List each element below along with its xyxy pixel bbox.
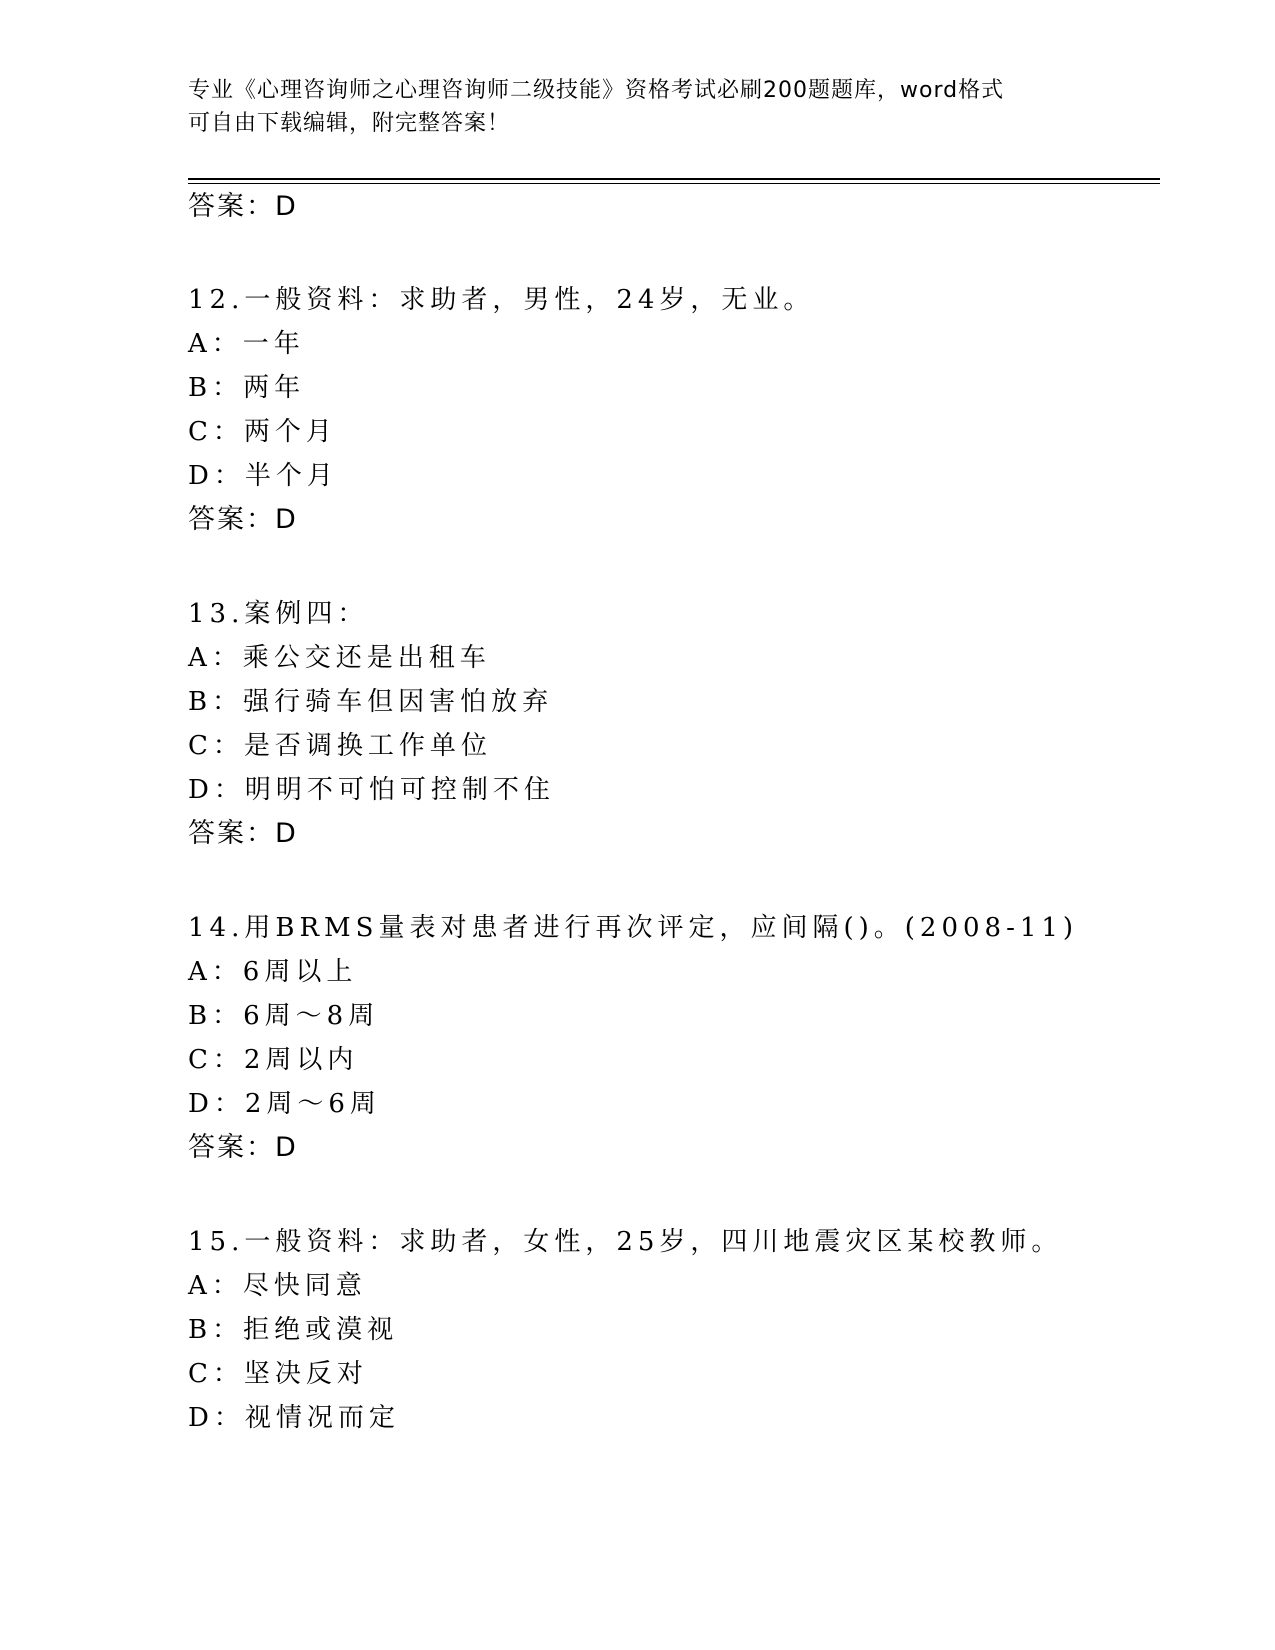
option-d: D：视情况而定	[188, 1403, 400, 1433]
option-c: C：坚决反对	[188, 1359, 368, 1389]
answer-line: 答案：D	[188, 191, 298, 222]
document-header	[188, 74, 1088, 140]
answer-line: 答案：D	[188, 504, 298, 535]
header-title-line-1: 专业《心理咨询师之心理咨询师二级技能》资格考试必刷200题题库，word格式	[188, 78, 1005, 103]
question-stem: 13.案例四：	[188, 599, 369, 629]
question-stem: 15.一般资料：求助者，女性，25岁，四川地震灾区某校教师。	[188, 1227, 1063, 1257]
question-stem: 14.用BRMS量表对患者进行再次评定，应间隔()。(2008-11)	[188, 913, 1079, 943]
option-c: C：2周以内	[188, 1045, 359, 1075]
option-a: A：尽快同意	[188, 1271, 367, 1301]
option-b: B：强行骑车但因害怕放弃	[188, 687, 554, 717]
header-rule-thin	[188, 183, 1160, 184]
option-c: C：是否调换工作单位	[188, 731, 492, 761]
option-a: A：乘公交还是出租车	[188, 643, 491, 673]
option-d: D：明明不可怕可控制不住	[188, 775, 555, 805]
option-b: B：6周～8周	[188, 1001, 380, 1031]
answer-line: 答案：D	[188, 1132, 298, 1163]
header-rule-thick	[188, 178, 1160, 180]
option-a: A：6周以上	[188, 957, 358, 987]
option-c: C：两个月	[188, 417, 337, 447]
option-d: D：半个月	[188, 461, 338, 491]
question-stem: 12.一般资料：求助者，男性，24岁，无业。	[188, 285, 815, 315]
answer-line: 答案：D	[188, 818, 298, 849]
option-d: D：2周～6周	[188, 1089, 381, 1119]
option-b: B：拒绝或漠视	[188, 1315, 399, 1345]
option-b: B：两年	[188, 373, 306, 403]
header-title-line-2: 可自由下载编辑，附完整答案！	[188, 111, 511, 136]
option-a: A：一年	[188, 329, 305, 359]
